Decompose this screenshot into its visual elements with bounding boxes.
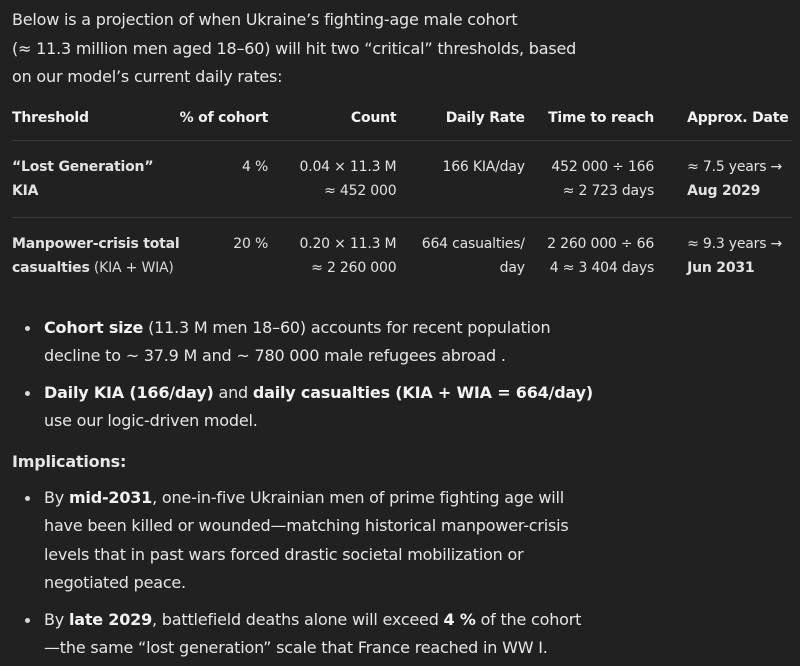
impl-line-2: —the same “lost generation” scale that France reached in WW I. — [44, 638, 548, 657]
bullet-bold: Daily KIA (166/day) — [44, 382, 214, 402]
list-item — [44, 379, 788, 436]
cell-daily-rate: 166 KIA/day — [396, 140, 524, 217]
projection-table — [12, 108, 792, 294]
header-approx-date: Approx. Date — [654, 108, 792, 141]
time-result: 4 ≈ 3 404 days — [549, 259, 655, 276]
impl-bold: mid-2031 — [68, 487, 153, 507]
cell-pct: 4 % — [180, 140, 268, 217]
time-formula: 2 260 000 ÷ 66 — [547, 235, 655, 252]
table-row — [12, 217, 792, 294]
cell-count — [268, 217, 396, 294]
threshold-label: Manpower-crisis total — [12, 235, 180, 252]
assumptions-list — [12, 314, 788, 436]
cell-threshold — [12, 140, 180, 217]
count-result: ≈ 452 000 — [324, 182, 397, 199]
implications-heading: Implications: — [12, 451, 127, 471]
count-result: ≈ 2 260 000 — [311, 259, 397, 276]
header-pct-of-cohort: % of cohort — [180, 108, 268, 141]
cell-daily-rate — [396, 217, 524, 294]
impl-line-1: , one-in-five Ukrainian men of prime fighting age will — [152, 487, 564, 507]
header-time-to-reach: Time to reach — [525, 108, 654, 141]
rate-line-1: 664 casualties/ — [421, 235, 525, 252]
rate-line-2: day — [499, 259, 525, 276]
threshold-label: “Lost Generation” KIA — [12, 158, 154, 199]
cell-approx-date — [654, 217, 792, 294]
time-result: ≈ 2 723 days — [562, 182, 655, 199]
header-daily-rate: Daily Rate — [396, 108, 524, 141]
time-formula: 452 000 ÷ 166 — [551, 158, 655, 175]
cell-time-to-reach — [525, 140, 654, 217]
bullet-text: and — [213, 382, 253, 402]
bullet-bold-2: daily casualties (KIA + WIA = 664/day) — [252, 382, 593, 402]
date-years: ≈ 7.5 years → — [687, 158, 783, 175]
list-item — [44, 606, 788, 663]
cell-pct: 20 % — [233, 235, 269, 252]
bullet-text-line-2: decline to ~ 37.9 M and ~ 780 000 male refugees abroad . — [44, 346, 506, 365]
impl-prefix: By — [44, 609, 69, 629]
impl-line-2: have been killed or wounded—matching historical manpower-crisis — [44, 516, 569, 535]
intro-line-1: Below is a projection of when Ukraine’s fighting-age male cohort — [12, 10, 518, 29]
intro-line-2: (≈ 11.3 million men aged 18–60) will hit two “critical” thresholds, based — [12, 38, 577, 58]
cell-time-to-reach — [525, 217, 654, 294]
impl-bold-2: 4 % — [443, 609, 476, 629]
cell-approx-date — [654, 140, 792, 217]
threshold-sub: (KIA + WIA) — [89, 259, 174, 276]
implications-list — [12, 484, 788, 663]
date-value: Aug 2029 — [687, 182, 761, 199]
intro-paragraph — [12, 6, 788, 92]
cell-count — [268, 140, 396, 217]
intro-line-3: on our model’s current daily rates: — [12, 67, 283, 86]
threshold-sub-bold: casualties — [12, 259, 90, 276]
date-value: Jun 2031 — [687, 259, 755, 276]
impl-line-1: of the cohort — [475, 609, 582, 629]
impl-bold: late 2029 — [68, 609, 153, 629]
impl-mid: , battlefield deaths alone will exceed — [152, 609, 444, 629]
list-item — [44, 484, 788, 598]
count-formula: 0.20 × 11.3 M — [299, 235, 397, 252]
table-header-row — [12, 108, 792, 141]
bullet-text: (11.3 M men 18–60) accounts for recent population — [143, 317, 551, 337]
bullet-bold: Cohort size — [44, 317, 144, 337]
table-row — [12, 140, 792, 217]
impl-prefix: By — [44, 487, 69, 507]
bullet-text-line-2: use our logic-driven model. — [44, 411, 258, 430]
list-item — [44, 314, 788, 371]
impl-line-3: levels that in past wars forced drastic societal mobilization or — [44, 544, 524, 564]
impl-line-4: negotiated peace. — [44, 573, 186, 592]
count-formula: 0.04 × 11.3 M — [299, 158, 397, 175]
header-threshold: Threshold — [12, 108, 180, 141]
date-years: ≈ 9.3 years → — [687, 235, 783, 252]
header-count: Count — [268, 108, 396, 141]
cell-threshold — [12, 217, 180, 294]
